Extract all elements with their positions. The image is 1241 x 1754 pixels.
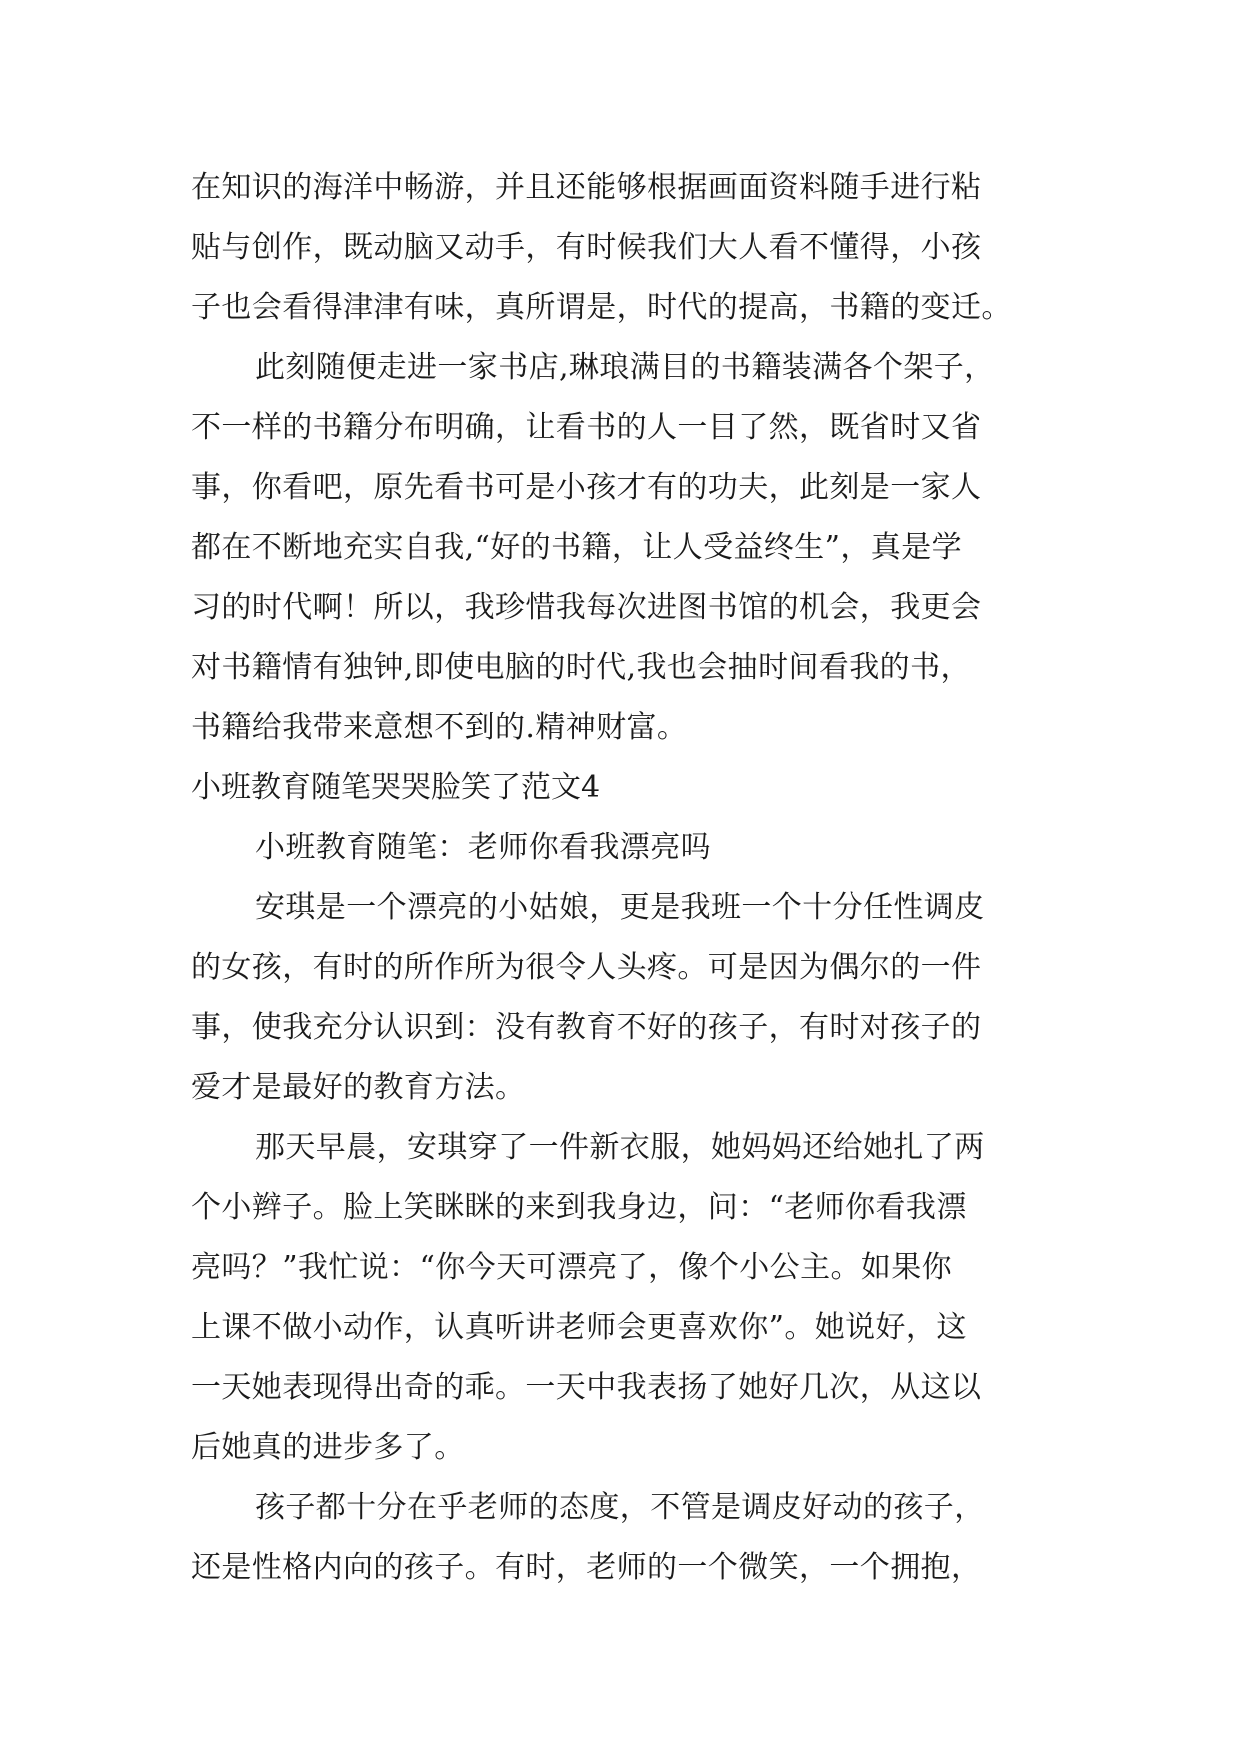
text-line: 一天她表现得出奇的乖。一天中我表扬了她好几次，从这以 [191, 1370, 982, 1405]
text-line: 不一样的书籍分布明确，让看书的人一目了然，既省时又省 [191, 410, 982, 445]
text-line: 的女孩，有时的所作所为很令人头疼。可是因为偶尔的一件 [191, 950, 982, 985]
section-title: 小班教育随笔哭哭脸笑了范文4 [191, 770, 601, 805]
text-line: 子也会看得津津有味，真所谓是，时代的提高，书籍的变迁。 [191, 290, 1012, 325]
paragraph-start-line: 那天早晨，安琪穿了一件新衣服，她妈妈还给她扎了两 [255, 1130, 985, 1165]
document-body [191, 158, 1051, 1598]
text-line: 在知识的海洋中畅游，并且还能够根据画面资料随手进行粘 [191, 170, 982, 205]
text-line: 亮吗？”我忙说：“你今天可漂亮了，像个小公主。如果你 [191, 1250, 953, 1285]
paragraph-start-line: 孩子都十分在乎老师的态度，不管是调皮好动的孩子， [255, 1490, 985, 1525]
text-line: 上课不做小动作，认真听讲老师会更喜欢你”。她说好，这 [191, 1310, 967, 1345]
text-line: 个小辫子。脸上笑眯眯的来到我身边，问：“老师你看我漂 [191, 1190, 967, 1225]
paragraph-start-line: 此刻随便走进一家书店,琳琅满目的书籍装满各个架子， [255, 350, 995, 385]
text-line: 贴与创作，既动脑又动手，有时候我们大人看不懂得，小孩 [191, 230, 982, 265]
text-line: 习的时代啊！所以，我珍惜我每次进图书馆的机会，我更会 [191, 590, 982, 625]
text-line: 事，使我充分认识到：没有教育不好的孩子，有时对孩子的 [191, 1010, 982, 1045]
text-line: 都在不断地充实自我,“好的书籍，让人受益终生”，真是学 [191, 530, 963, 565]
text-line: 对书籍情有独钟,即使电脑的时代,我也会抽时间看我的书， [191, 650, 971, 685]
text-line: 还是性格内向的孩子。有时，老师的一个微笑，一个拥抱， [191, 1550, 982, 1585]
subtitle-line: 小班教育随笔：老师你看我漂亮吗 [255, 830, 711, 865]
text-line: 后她真的进步多了。 [191, 1430, 465, 1465]
text-line: 爱才是最好的教育方法。 [191, 1070, 526, 1105]
paragraph-start-line: 安琪是一个漂亮的小姑娘，更是我班一个十分任性调皮 [255, 890, 985, 925]
text-line: 事，你看吧，原先看书可是小孩才有的功夫，此刻是一家人 [191, 470, 982, 505]
text-line: 书籍给我带来意想不到的.精神财富。 [191, 710, 688, 745]
